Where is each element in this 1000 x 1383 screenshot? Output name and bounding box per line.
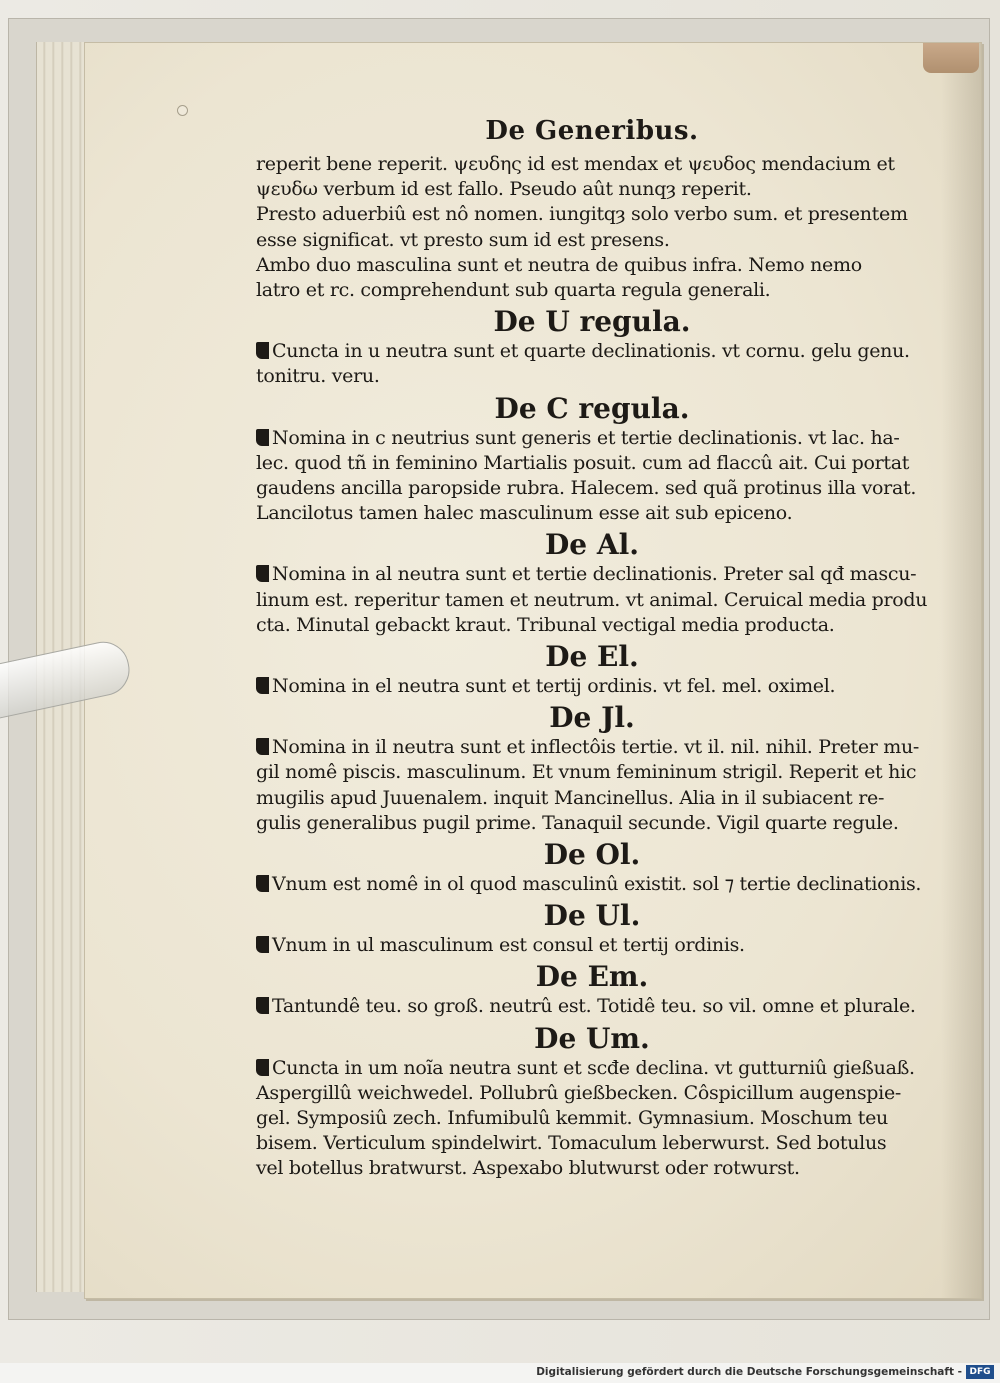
text-line [256,811,928,836]
pilcrow-icon [256,342,269,359]
line-text: Tantundê teu. so groß. neutrû est. Totidê teu. so vil. omne et plurale. [272,995,916,1018]
section-heading: De Em. [535,960,649,994]
pilcrow-icon [256,1059,269,1076]
line-text: Nomina in il neutra sunt et inflectôis tertie. vt il. nil. nihil. Preter mu- [272,736,920,759]
line-text: Nomina in c neutrius sunt generis et tertie declinationis. vt lac. ha- [272,426,900,449]
text-line [256,613,928,638]
text-line [256,253,928,278]
line-text: vel botellus bratwurst. Aspexabo blutwurst oder rotwurst. [256,1157,800,1180]
text-line [256,501,928,526]
text-line [256,588,928,613]
text-line [256,674,928,699]
section-heading: De Ul. [543,899,641,933]
pin-hole [177,105,188,116]
pilcrow-icon [256,565,269,582]
section-heading: De Ol. [543,838,641,872]
line-text: Lancilotus tamen halec masculinum esse ait sub epiceno. [256,502,793,525]
text-line [256,872,928,897]
dfg-logo: DFG [966,1365,994,1379]
text-line [256,364,928,389]
running-head: De Generibus. [485,116,699,146]
text-line [256,228,928,253]
line-text: gulis generalibus pugil prime. Tanaquil secunde. Vigil quarte regule. [256,811,899,834]
line-text: Ambo duo masculina sunt et neutra de quibus infra. Nemo nemo [256,253,862,276]
pilcrow-icon [256,677,269,694]
text-line [256,1056,928,1081]
text-line [256,202,928,227]
digitization-footer [0,1363,1000,1383]
line-text: latro et rc. comprehendunt sub quarta regula generali. [256,279,771,302]
text-line [256,152,928,177]
text-line [256,476,928,501]
line-text: lec. quod tñ in feminino Martialis posuit. cum ad flaccû ait. Cui portat [256,451,910,474]
line-text: Cuncta in um noĩa neutra sunt et scđe declina. vt gutturniû gießuaß. [272,1056,915,1079]
text-line [256,1106,928,1131]
text-line [256,177,928,202]
line-text: gel. Symposiû zech. Infumibulû kemmit. Gymnasium. Moschum teu [256,1107,888,1130]
text-line [256,339,928,364]
text-line [256,1156,928,1181]
text-line [256,994,928,1019]
page-text [256,116,928,1182]
pilcrow-icon [256,429,269,446]
text-line [256,278,928,303]
line-text: reperit bene reperit. ψευδης id est mendax et ψευδος mendacium et [256,153,895,175]
pilcrow-icon [256,875,269,892]
line-text: bisem. Verticulum spindelwirt. Tomaculum leberwurst. Sed botulus [256,1132,887,1155]
section-heading: De C regula. [494,391,690,425]
text-line [256,735,928,760]
text-line [256,760,928,785]
line-text: mugilis apud Juuenalem. inquit Mancinellus. Alia in il subiacent re- [256,786,885,809]
funding-credit: Digitalisierung gefördert durch die Deutsche Forschungsgemeinschaft - [536,1366,962,1378]
pilcrow-icon [256,738,269,755]
line-text: Nomina in al neutra sunt et tertie declinationis. Preter sal qđ mascu- [272,563,917,586]
line-text: Cuncta in u neutra sunt et quarte declinationis. vt cornu. gelu genu. [272,340,910,363]
section-heading: De Um. [534,1021,650,1055]
text-line [256,1081,928,1106]
section-heading: De El. [545,640,639,674]
line-text: tonitru. veru. [256,365,380,388]
text-line [256,426,928,451]
section-heading: De U regula. [493,305,691,339]
line-text: linum est. reperitur tamen et neutrum. vt animal. Ceruical media produ [256,588,928,611]
line-text: ψευδω verbum id est fallo. Pseudo aût nunqȝ reperit. [256,178,752,201]
text-line [256,451,928,476]
line-text: Nomina in el neutra sunt et tertij ordinis. vt fel. mel. oximel. [272,675,836,698]
line-text: gaudens ancilla paropside rubra. Halecem. sed quã protinus illa vorat. [256,477,917,500]
line-text: esse significat. vt presto sum id est presens. [256,228,670,251]
bookmark-ribbon [923,43,979,73]
line-text: Presto aduerbiû est nô nomen. iungitqȝ solo verbo sum. et presentem [256,203,908,226]
text-line [256,1131,928,1156]
line-text: Vnum in ul masculinum est consul et tertij ordinis. [272,934,745,957]
line-text: cta. Minutal gebackt kraut. Tribunal vectigal media producta. [256,613,835,636]
gutter-shadow [941,43,981,1298]
text-line [256,786,928,811]
line-text: Aspergillû weichwedel. Pollubrû gießbecken. Côspicillum augenspie- [256,1081,902,1104]
text-line [256,562,928,587]
text-line [256,933,928,958]
pilcrow-icon [256,936,269,953]
sections-container [256,152,928,1182]
section-heading: De Al. [545,528,639,562]
line-text: gil nomê piscis. masculinum. Et vnum femininum strigil. Reperit et hic [256,761,917,784]
section-heading: De Jl. [549,701,635,735]
line-text: Vnum est nomê in ol quod masculinû existit. sol ⁊ tertie declinationis. [272,873,922,896]
pilcrow-icon [256,997,269,1014]
